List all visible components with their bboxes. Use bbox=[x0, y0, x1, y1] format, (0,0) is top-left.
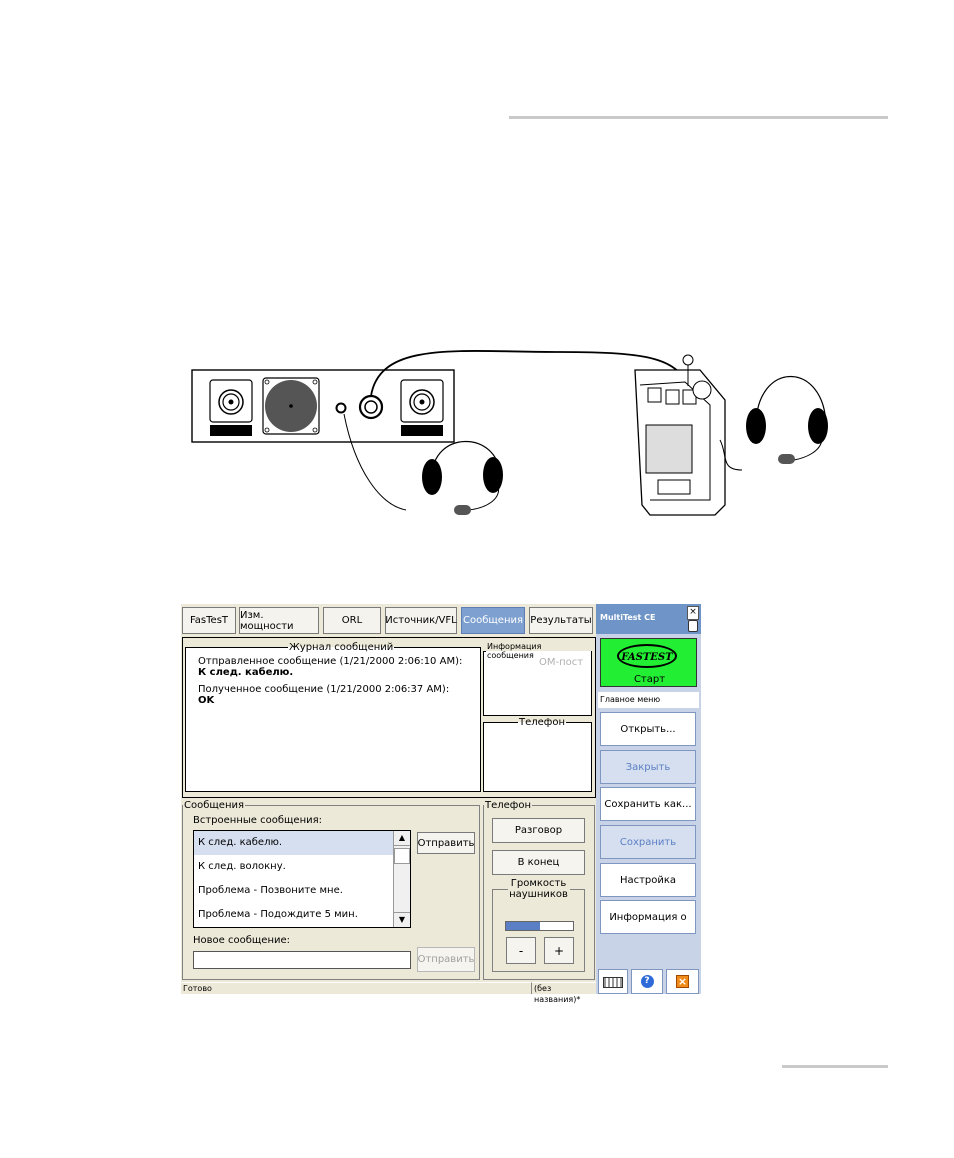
footer-rule bbox=[782, 1065, 888, 1068]
scroll-down-icon[interactable]: ▼ bbox=[394, 912, 410, 927]
tab-source-vfl[interactable]: Источник/VFL bbox=[385, 607, 457, 634]
setup-button[interactable]: Настройка bbox=[600, 863, 696, 897]
help-button[interactable] bbox=[631, 969, 663, 994]
message-info-value: ОМ-пост bbox=[539, 657, 584, 668]
list-item[interactable]: К след. кабелю. bbox=[194, 831, 394, 855]
window-title-bar bbox=[596, 604, 701, 634]
fastest-logo: FASTEST bbox=[617, 644, 677, 668]
list-item[interactable]: Проблема - Подождите 5 мин. bbox=[198, 909, 358, 920]
headphone-volume-legend: Громкость наушников bbox=[509, 878, 568, 900]
open-button[interactable]: Открыть... bbox=[600, 712, 696, 746]
status-text: Готово bbox=[181, 982, 531, 994]
message-info-legend: Информация сообщения bbox=[487, 642, 542, 660]
multitest-window bbox=[181, 604, 701, 1004]
keyboard-button[interactable] bbox=[598, 969, 628, 994]
volume-down-button[interactable]: - bbox=[506, 937, 536, 964]
connection-illustration bbox=[180, 330, 860, 530]
send-builtin-button[interactable]: Отправить bbox=[417, 832, 475, 854]
message-info bbox=[483, 642, 592, 716]
save-button[interactable]: Сохранить bbox=[600, 825, 696, 859]
instrument-panel bbox=[192, 370, 454, 442]
list-scrollbar[interactable] bbox=[393, 831, 410, 927]
tab-results[interactable]: Результаты bbox=[529, 607, 593, 634]
start-label: Старт bbox=[633, 674, 666, 685]
list-item[interactable]: Проблема - Позвоните мне. bbox=[198, 885, 343, 896]
end-call-button[interactable]: В конец bbox=[492, 850, 585, 875]
close-button[interactable]: Закрыть bbox=[600, 750, 696, 784]
scroll-up-icon[interactable]: ▲ bbox=[394, 831, 410, 846]
plug-icon bbox=[688, 620, 698, 632]
volume-bar bbox=[505, 921, 574, 931]
document-name: (без названия)* bbox=[531, 982, 596, 994]
log-entry-1-header: Отправленное сообщение (1/21/2000 2:06:10 AM): bbox=[198, 656, 463, 667]
log-entry-2-header: Полученное сообщение (1/21/2000 2:06:37 AM): bbox=[198, 684, 450, 695]
window-title: MultiTest CE bbox=[600, 613, 656, 622]
list-item[interactable]: К след. волокну. bbox=[198, 861, 286, 872]
new-message-input[interactable] bbox=[193, 951, 411, 969]
headset-right bbox=[746, 377, 828, 465]
log-entry-2-text: OK bbox=[198, 695, 215, 706]
window-close-icon[interactable]: × bbox=[687, 606, 699, 620]
scroll-thumb[interactable] bbox=[394, 848, 410, 864]
phone-info-legend: Телефон bbox=[519, 717, 566, 728]
tab-messages[interactable]: Сообщения bbox=[461, 607, 525, 634]
phone-info bbox=[483, 717, 592, 792]
main-menu-panel bbox=[596, 604, 701, 994]
builtin-messages-label: Встроенные сообщения: bbox=[193, 815, 322, 826]
about-button[interactable]: Информация о bbox=[600, 900, 696, 934]
exit-button[interactable] bbox=[666, 969, 699, 994]
header-rule bbox=[509, 116, 888, 119]
handheld-tester bbox=[635, 355, 742, 515]
keyboard-icon bbox=[603, 977, 623, 988]
save-as-button[interactable]: Сохранить как... bbox=[600, 787, 696, 821]
main-menu-header: Главное меню bbox=[598, 692, 699, 708]
builtin-messages-list[interactable] bbox=[193, 830, 411, 928]
messages-legend: Сообщения bbox=[184, 800, 245, 811]
volume-bar-fill bbox=[506, 922, 540, 930]
help-icon: ? bbox=[641, 975, 654, 988]
volume-up-button[interactable]: + bbox=[544, 937, 574, 964]
send-new-button[interactable]: Отправить bbox=[417, 947, 475, 972]
close-icon: × bbox=[677, 975, 688, 988]
tab-power-meter[interactable]: Изм. мощности bbox=[239, 607, 319, 634]
phone-legend: Телефон bbox=[485, 800, 532, 811]
tab-orl[interactable]: ORL bbox=[323, 607, 381, 634]
log-entry-1-text: К след. кабелю. bbox=[198, 667, 294, 678]
tab-fastest[interactable]: FasTesT bbox=[182, 607, 236, 634]
talk-button[interactable]: Разговор bbox=[492, 818, 585, 843]
start-button[interactable] bbox=[600, 638, 697, 687]
message-log-legend: Журнал сообщений bbox=[289, 642, 394, 653]
new-message-label: Новое сообщение: bbox=[193, 935, 291, 946]
